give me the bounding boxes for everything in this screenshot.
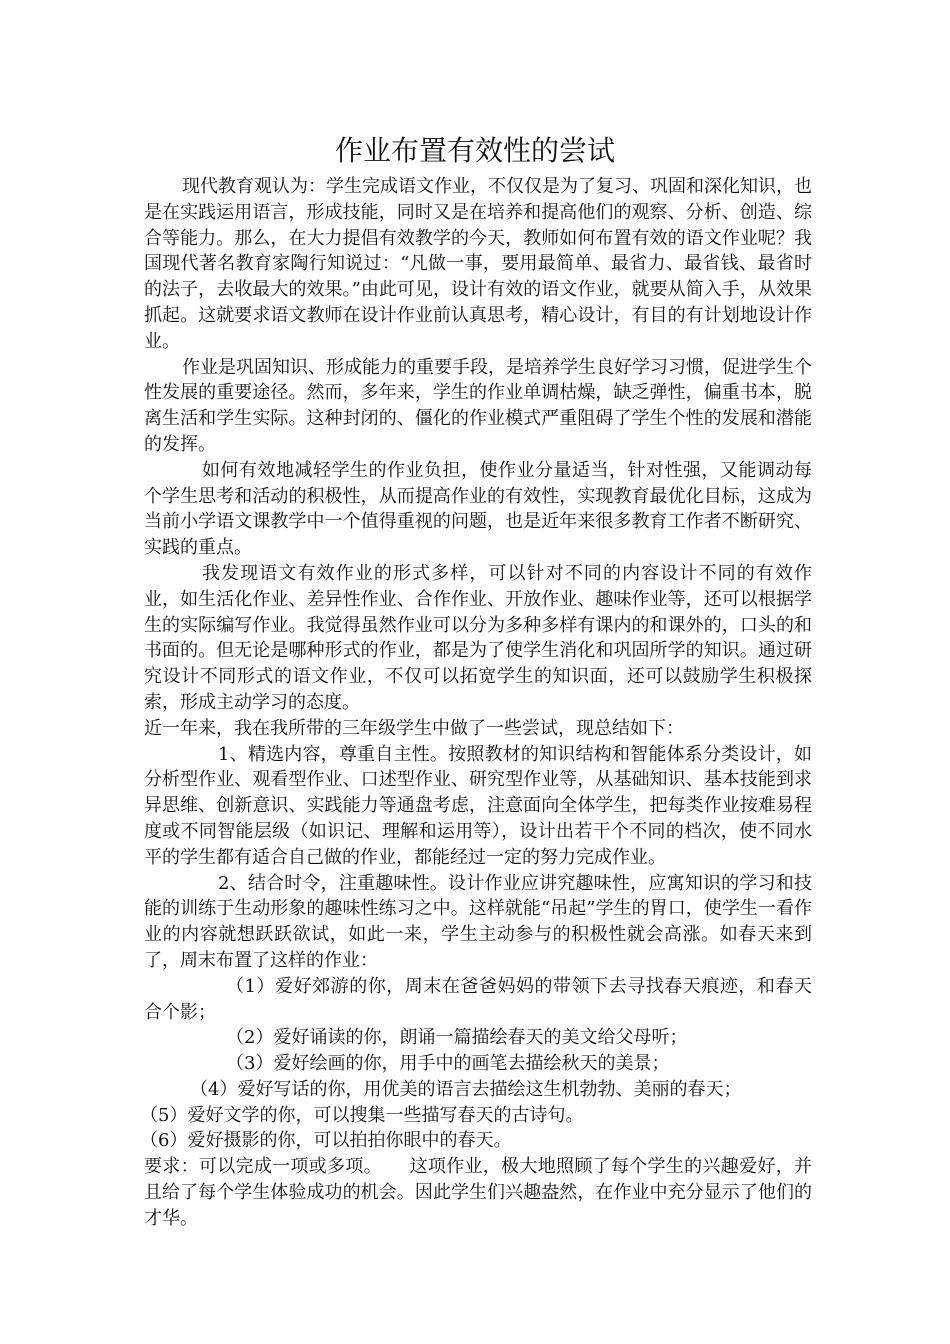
paragraph-requirements: 要求：可以完成一项或多项。 这项作业，极大地照顾了每个学生的兴趣爱好，并且给了每个学生体验成功的机会。因此学生们兴趣盎然，在作业中充分显示了他们的才华。 — [144, 1156, 812, 1229]
list-item-5: （5）爱好文学的你，可以搜集一些描写春天的古诗句。 — [140, 1104, 584, 1126]
list-item-4: （4）爱好写话的你，用优美的语言去描绘这生机勃勃、美丽的春天； — [190, 1078, 742, 1100]
list-item-1: （1）爱好郊游的你，周末在爸爸妈妈的带领下去寻找春天痕迹，和春天合个影； — [144, 975, 812, 1023]
paragraph-point-2: 2、结合时令，注重趣味性。设计作业应讲究趣味性，应寓知识的学习和技能的训练于生动形象的趣味性练习之中。这样就能“吊起”学生的胃口，使学生一看作业的内容就想跃跃欲试，如此一来，学生主动参与的积极性就会高涨。如春天来到了，周末布置了这样的作业： — [144, 872, 812, 971]
paragraph-reduce-burden: 如何有效地减轻学生的作业负担，使作业分量适当，针对性强，又能调动每个学生思考和活动的积极性，从而提高作业的有效性，实现教育最优化目标，这成为当前小学语文课教学中一个值得重视的问题，也是近年来很多教育工作者不断研究、实践的重点。 — [144, 459, 812, 559]
list-item-2: （2）爱好诵读的你，朗诵一篇描绘春天的美文给父母听； — [226, 1027, 688, 1049]
paragraph-summary-intro: 近一年来，我在我所带的三年级学生中做了一些尝试，现总结如下： — [144, 717, 684, 739]
paragraph-homework-importance: 作业是巩固知识、形成能力的重要手段，是培养学生良好学习习惯，促进学生个性发展的重要途径。然而，多年来，学生的作业单调枯燥，缺乏弹性，偏重书本，脱离生活和学生实际。这种封闭的、僵化的作业模式严重阻碍了学生个性的发展和潜能的发挥。 — [144, 356, 812, 455]
document-body — [140, 174, 812, 1232]
document-title: 作业布置有效性的尝试 — [334, 134, 615, 167]
list-item-6: （6）爱好摄影的你，可以拍拍你眼中的春天。 — [140, 1130, 512, 1152]
paragraph-point-1: 1、精选内容，尊重自主性。按照教材的知识结构和智能体系分类设计，如分析型作业、观看型作业、口述型作业、研究型作业等，从基础知识、基本技能到求异思维、创新意识、实践能力等通盘考虑，注意面向全体学生，把每类作业按难易程度或不同智能层级（如识记、理解和运用等），设计出若干个不同的档次，使不同水平的学生都有适合自己做的作业，都能经过一定的努力完成作业。 — [144, 743, 812, 868]
list-item-3: （3）爱好绘画的你，用手中的画笔去描绘秋天的美景； — [226, 1053, 670, 1075]
paragraph-intro: 现代教育观认为：学生完成语文作业，不仅仅是为了复习、巩固和深化知识，也是在实践运用语言，形成技能，同时又是在培养和提高他们的观察、分析、创造、综合等能力。那么，在大力提倡有效教学的今天，教师如何布置有效的语文作业呢？我国现代著名教育家陶行知说过：“凡做一事，要用最简单、最省力、最省钱、最省时的法子，去收最大的效果。”由此可见，设计有效的语文作业，就要从简入手，从效果抓起。这就要求语文教师在设计作业前认真思考，精心设计，有目的有计划地设计作业。 — [144, 176, 812, 352]
paragraph-forms: 我发现语文有效作业的形式多样，可以针对不同的内容设计不同的有效作业，如生活化作业、差异性作业、合作作业、开放作业、趣味作业等，还可以根据学生的实际编写作业。我觉得虽然作业可以分为多种多样有课内的和课外的，口头的和书面的。但无论是哪种形式的作业，都是为了使学生消化和巩固所学的知识。通过研究设计不同形式的语文作业，不仅可以拓宽学生的知识面，还可以鼓励学生积极探索，形成主动学习的态度。 — [144, 562, 812, 713]
